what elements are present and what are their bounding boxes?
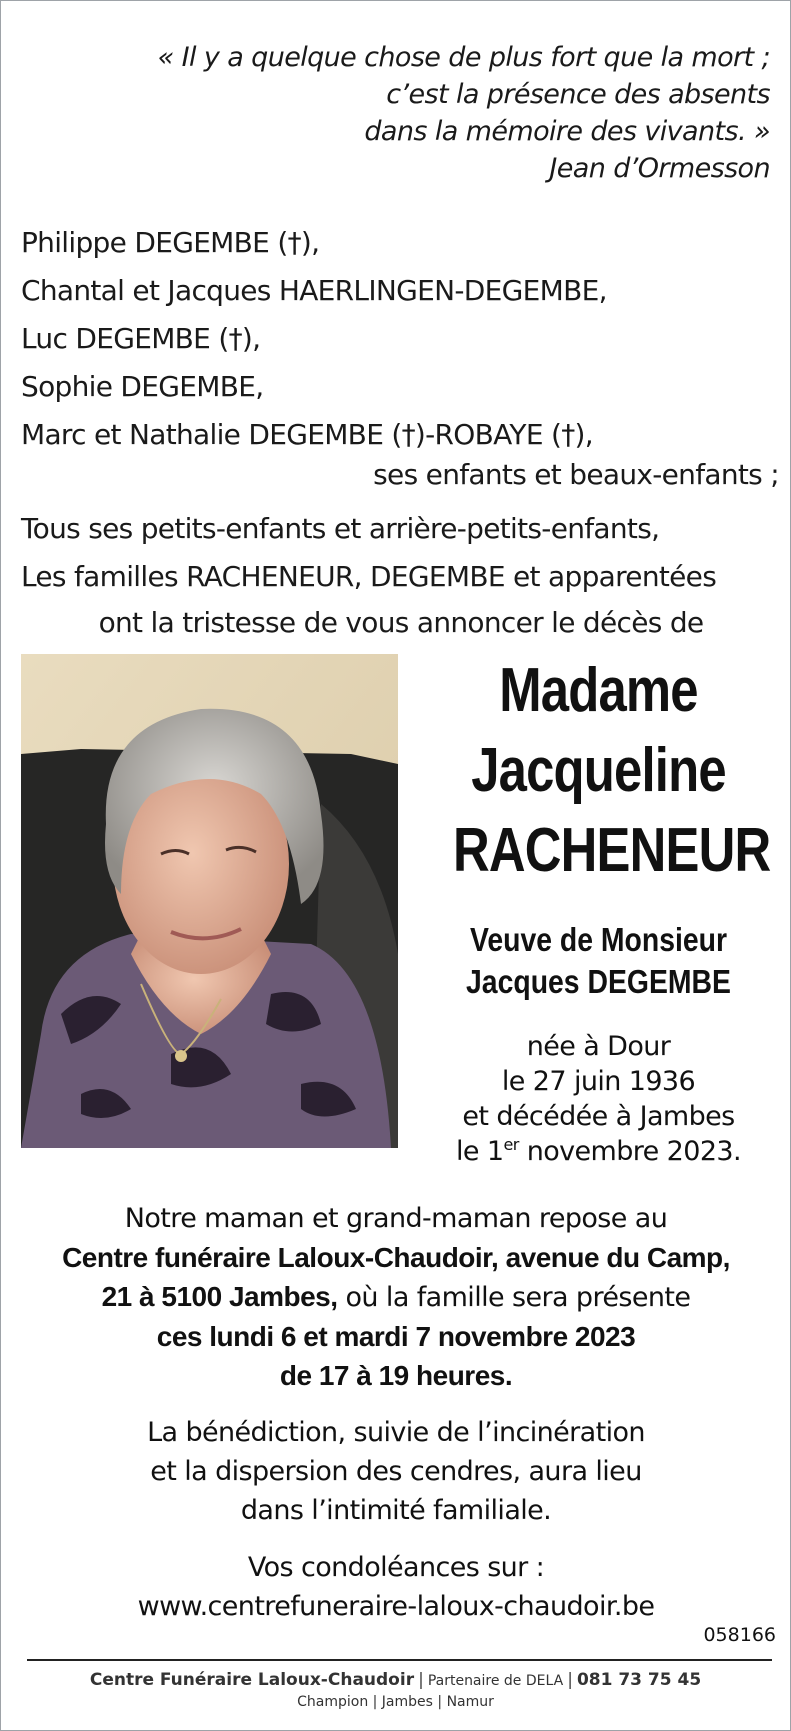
families-line: Les familles RACHENEUR, DEGEMBE et apparentées — [21, 560, 717, 593]
footer — [1, 1669, 790, 1712]
condolences-label: Vos condoléances sur : — [247, 1552, 545, 1583]
life-dates — [421, 1029, 776, 1169]
quote-line: c’est la présence des absents — [386, 79, 770, 110]
notice-city: 21 à 5100 Jambes, — [101, 1281, 338, 1312]
deceased-first-name: Jacqueline — [471, 736, 726, 805]
footer-separator: | — [567, 1670, 573, 1690]
birth-date: le 27 juin 1936 — [501, 1066, 696, 1097]
notice-presence: où la famille sera présente — [337, 1282, 691, 1313]
notice-line: Notre maman et grand-maman repose au — [124, 1203, 668, 1234]
footer-separator: | — [418, 1670, 424, 1690]
funeral-notice — [21, 1199, 771, 1626]
birth-place: née à Dour — [526, 1031, 671, 1062]
footer-partner: Partenaire de DELA — [427, 1673, 564, 1689]
quote-author: Jean d’Ormesson — [549, 153, 770, 184]
deceased-title: Madame — [499, 656, 698, 725]
family-member: Luc DEGEMBE (†), — [21, 322, 261, 355]
portrait-photo — [21, 654, 398, 1148]
quote-line: dans la mémoire des vivants. » — [364, 116, 770, 147]
death-date — [421, 1134, 776, 1169]
notice-days: ces lundi 6 et mardi 7 novembre 2023 — [156, 1321, 636, 1352]
footer-divider — [27, 1659, 772, 1661]
widow-line: Veuve de Monsieur — [469, 921, 728, 958]
death-date-suffix: novembre 2023. — [518, 1136, 741, 1167]
family-member: Marc et Nathalie DEGEMBE (†)-ROBAYE (†), — [21, 418, 593, 451]
death-place: et décédée à Jambes — [462, 1101, 735, 1132]
grandchildren-line: Tous ses petits-enfants et arrière-petits-enfants, — [21, 512, 660, 545]
family-member: Sophie DEGEMBE, — [21, 370, 264, 403]
footer-locations: Champion | Jambes | Namur — [297, 1694, 494, 1710]
ceremony-line: La bénédiction, suivie de l’incinération — [147, 1417, 645, 1448]
notice-address: Centre funéraire Laloux-Chaudoir, avenue du Camp, — [62, 1242, 730, 1273]
widow-line: Jacques DEGEMBE — [466, 963, 731, 1000]
deceased-last-name: RACHENEUR — [452, 816, 771, 885]
ceremony-line: et la dispersion des cendres, aura lieu — [150, 1456, 642, 1487]
announcement-line: ont la tristesse de vous annoncer le décès de — [98, 606, 704, 639]
family-list — [21, 219, 781, 647]
footer-phone: 081 73 75 45 — [576, 1670, 702, 1690]
family-relation: ses enfants et beaux-enfants ; — [373, 458, 779, 491]
notice-hours: de 17 à 19 heures. — [279, 1360, 513, 1391]
reference-number: 058166 — [703, 1624, 776, 1646]
deceased-name — [421, 651, 776, 891]
condolences-url: www.centrefuneraire-laloux-chaudoir.be — [137, 1591, 655, 1622]
quote-line: « Il y a quelque chose de plus fort que la mort ; — [157, 42, 770, 73]
family-member: Philippe DEGEMBE (†), — [21, 226, 320, 259]
epigraph-quote — [50, 39, 770, 187]
widow-of — [421, 919, 776, 1003]
family-member: Chantal et Jacques HAERLINGEN-DEGEMBE, — [21, 274, 607, 307]
death-date-prefix: le 1 — [456, 1136, 504, 1167]
ceremony-line: dans l’intimité familiale. — [240, 1495, 552, 1526]
footer-company: Centre Funéraire Laloux-Chaudoir — [89, 1670, 415, 1690]
notice-line — [21, 1277, 771, 1317]
footer-contact — [1, 1669, 790, 1692]
death-date-sup: er — [503, 1135, 519, 1154]
